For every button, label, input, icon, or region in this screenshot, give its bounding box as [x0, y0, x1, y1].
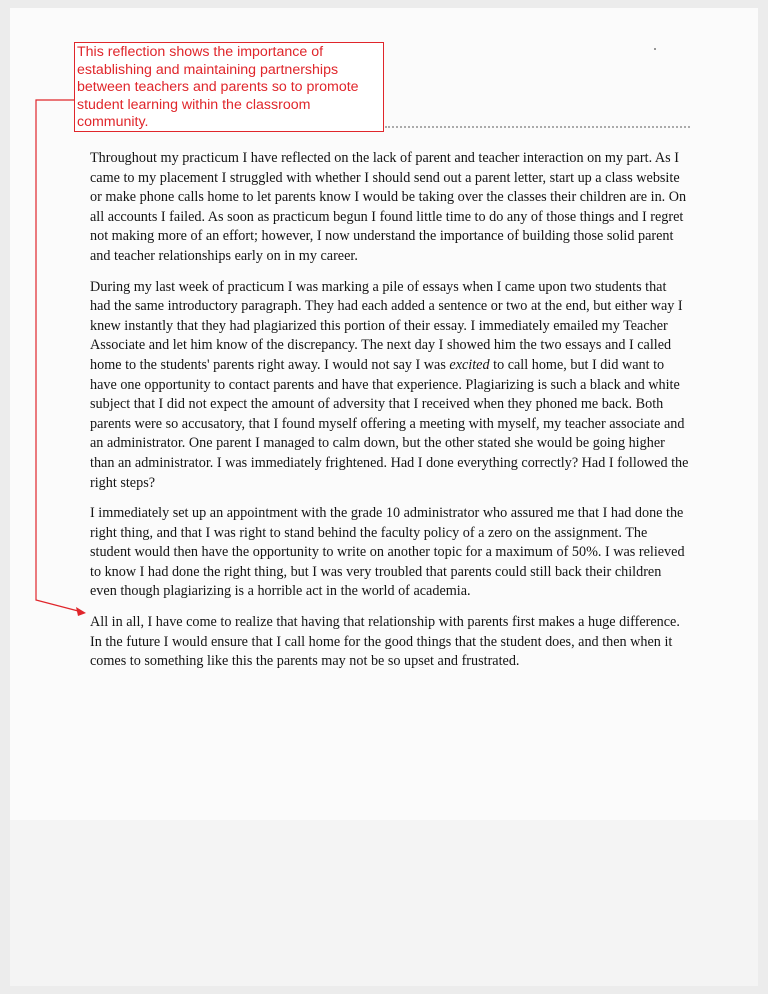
paragraph-2-emphasis: excited	[449, 356, 490, 373]
paragraph-2-before: During my last week of practicum I was marking a pile of essays when I came upon two students that had the same introductory paragraph. They had each added a sentence or two at the end, but either way I knew instantly that they had plagiarized this portion of their essay. I immediately emailed my Teacher Associate and let him know of the discrepancy. The next day I showed him the two essays and I called home to the students' parents right away. I would not say I was	[90, 278, 683, 373]
paragraph-4: All in all, I have come to realize that having that relationship with parents first makes a huge difference. In the future I would ensure that I call home for the good things that the student does, and then when it comes to something like this the parents may not be so upset and frustrated.	[90, 614, 680, 670]
paragraph-3: I immediately set up an appointment with the grade 10 administrator who assured me that I had done the right thing, and that I was right to stand behind the faculty policy of a zero on the assignment. The student would then have the opportunity to write on another topic for a maximum of 50%. I was relieved to know I had done the right thing, but I was very troubled that parents could still back their children even though plagiarizing is a horrible act in the world of academia.	[90, 505, 685, 600]
essay-body	[90, 149, 690, 683]
annotation-connector-line	[36, 100, 82, 612]
annotation-comment-text: This reflection shows the importance of establishing and maintaining partnerships between teachers and parents so to promote student learning within the classroom community.	[77, 44, 359, 131]
annotation-arrowhead-icon	[76, 607, 86, 616]
paragraph-2	[90, 278, 690, 494]
paragraph-1: Throughout my practicum I have reflected on the lack of parent and teacher interaction on my part. As I came to my placement I struggled with whether I should send out a parent letter, start up a class website or make phone calls home to let parents know I would be taking over the classes their children are in. On all accounts I failed. As soon as practicum begun I found little time to do any of those things and I regret not making more of an effort; however, I now understand the importance of building those solid parent and teacher relationships early on in my career.	[90, 150, 687, 264]
paragraph-2-after: to call home, but I did want to have one opportunity to contact parents and have that experience. Plagiarizing is such a black and white subject that I did not expect the amount of adversity that I received when they phoned me back. Both parents were so accusatory, that I found myself offering a meeting with myself, my teacher associate and an administrator. One parent I managed to calm down, but the other stated she would be going higher than an administrator. I was immediately frightened. Had I done everything correctly? Had I followed the right steps?	[90, 356, 689, 491]
